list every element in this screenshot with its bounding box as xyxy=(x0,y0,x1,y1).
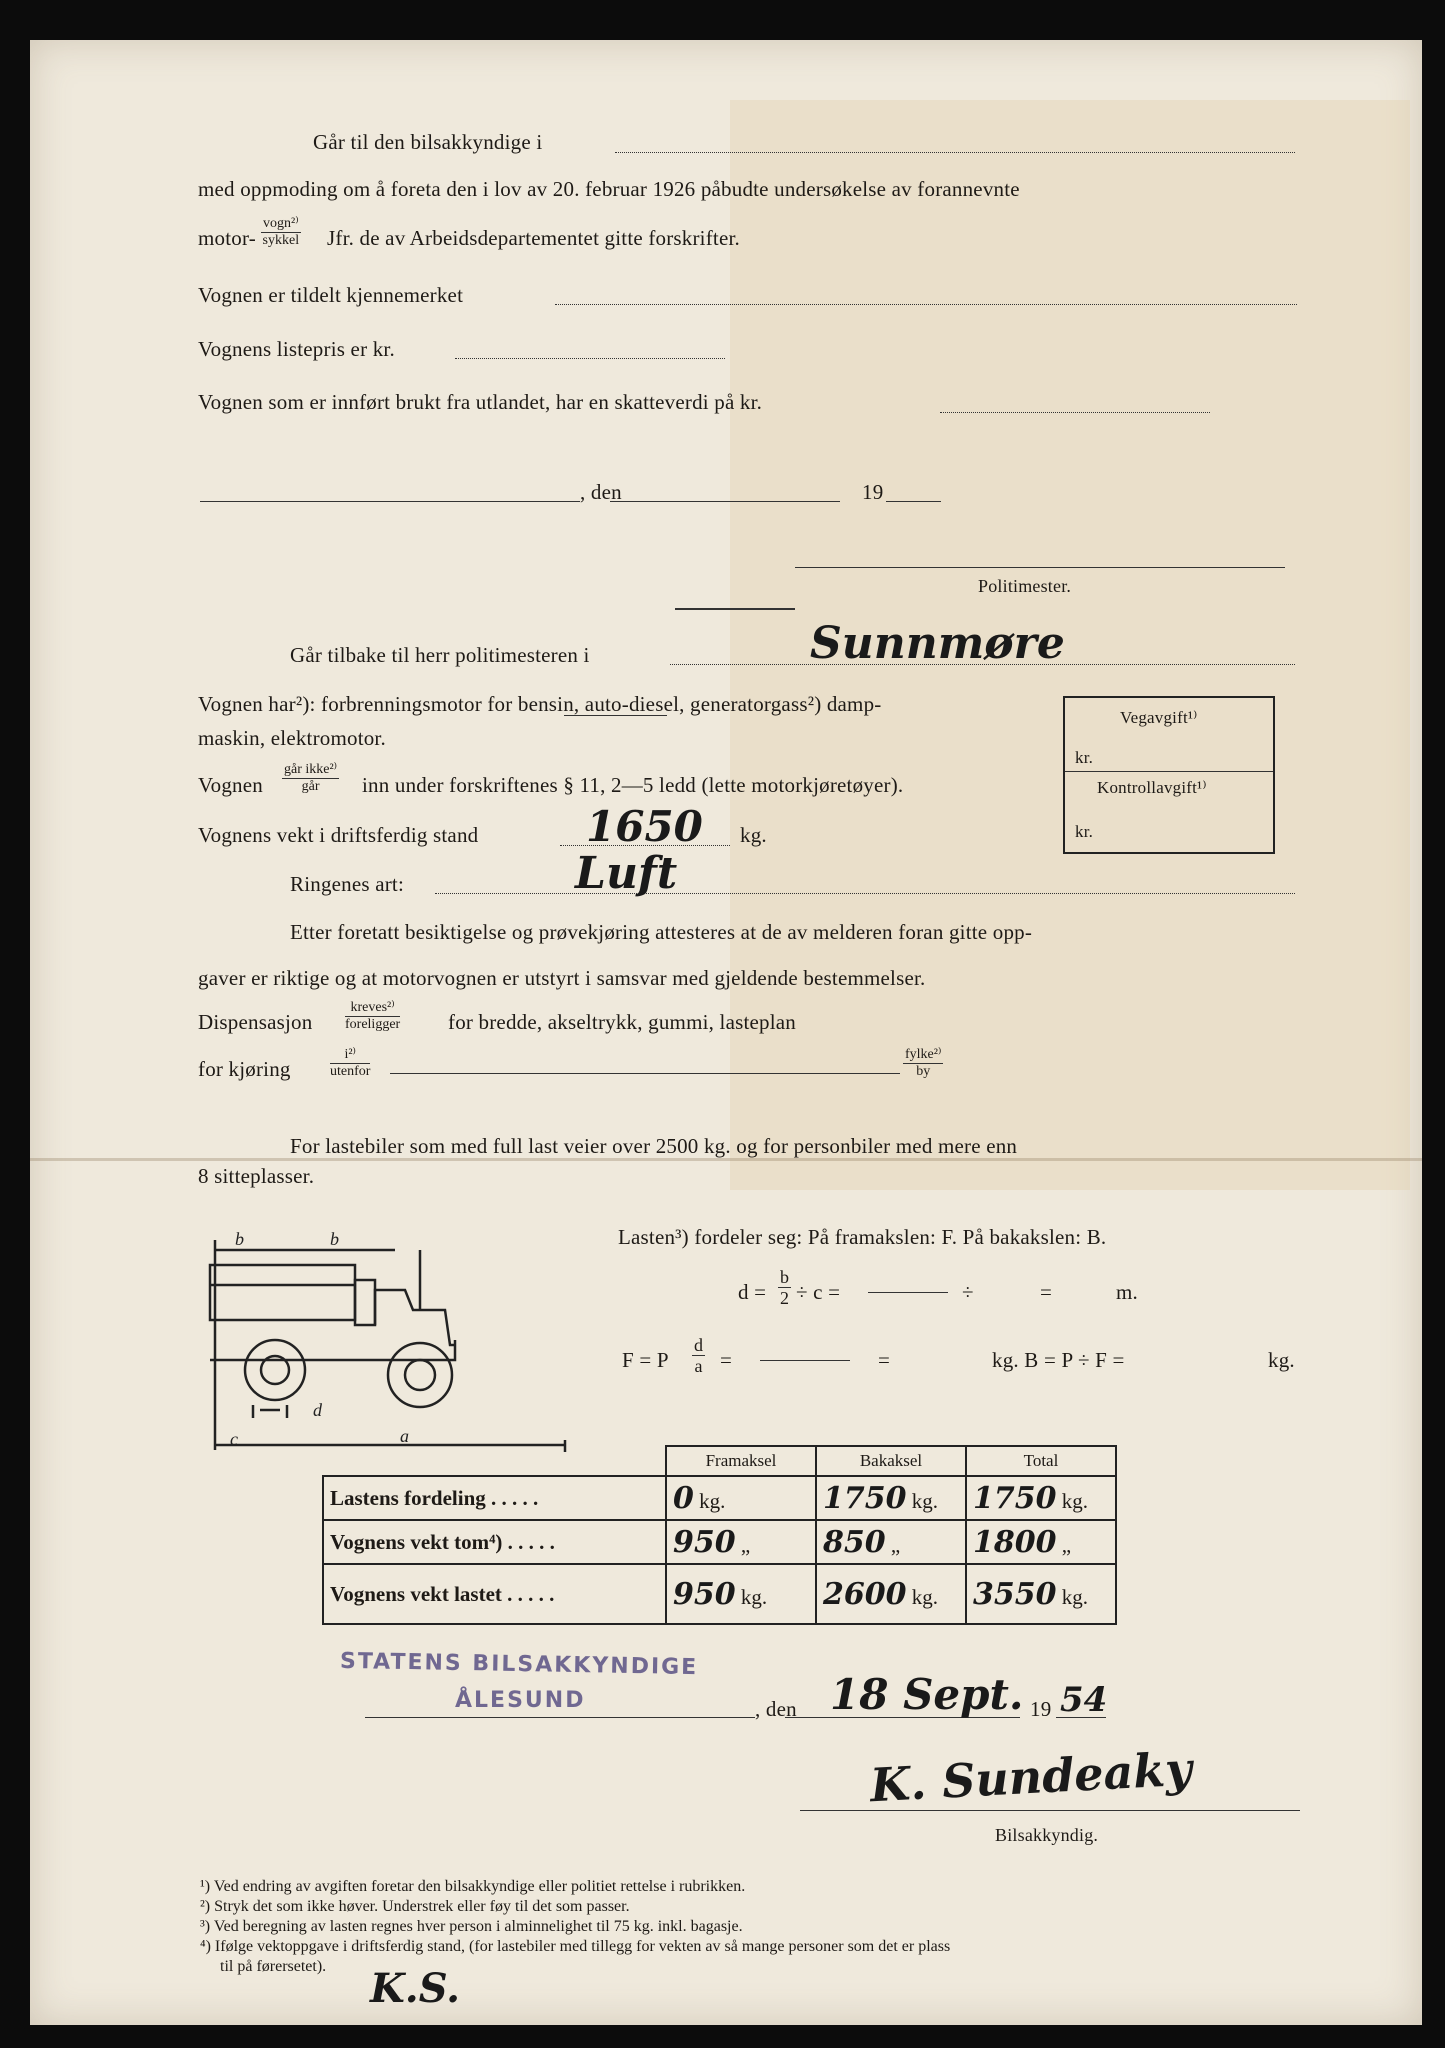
kontrollavgift-kr: kr. xyxy=(1075,822,1094,841)
initials-handwritten: K.S. xyxy=(370,1965,461,2012)
bed-front-panel xyxy=(355,1280,375,1325)
footnote-1: ¹) Ved endring av avgiften foretar den bilsakkyndige eller politiet rettelse i rubrikken. xyxy=(200,1878,746,1895)
header-line1: Går til den bilsakkyndige i xyxy=(313,130,543,154)
skatteverdi-field[interactable] xyxy=(940,412,1210,413)
b-over-2-fraction xyxy=(778,1267,791,1308)
f-formula-eq1: = xyxy=(720,1348,733,1372)
i-utenfor-fraction xyxy=(330,1047,370,1080)
table-cell[interactable]: 0 kg. xyxy=(666,1476,816,1520)
for-bensin-underline xyxy=(564,715,667,716)
row-label: Lastens fordeling . . . . . xyxy=(323,1476,666,1520)
header-line3-pre: motor- xyxy=(198,226,256,250)
frac-top: vogn²⁾ xyxy=(263,216,299,231)
cargo-bed xyxy=(210,1265,355,1320)
rear-wheel xyxy=(245,1340,305,1400)
disp-post: for bredde, akseltrykk, gummi, lasteplan xyxy=(448,1010,796,1034)
d-formula-eq: = xyxy=(1040,1280,1053,1304)
cab-outline xyxy=(375,1290,455,1345)
maskin-line: maskin, elektromotor. xyxy=(198,726,386,750)
stamp-line1: STATENS BILSAKKYNDIGE xyxy=(339,1648,699,1681)
vegavgift-label: Vegavgift¹⁾ xyxy=(1120,708,1198,727)
table-cell[interactable]: 2600 kg. xyxy=(816,1564,966,1624)
frac-top: går ikke²⁾ xyxy=(284,762,338,777)
footnote-2: ²) Stryk det som ikke høver. Understrek eller føy til det som passer. xyxy=(200,1898,630,1915)
table-cell[interactable]: 950 kg. xyxy=(666,1564,816,1624)
label-a: a xyxy=(400,1426,409,1446)
vogn-sykkel-fraction xyxy=(261,216,301,249)
header-line6: Vognen som er innført brukt fra utlandet, har en skatteverdi på kr. xyxy=(198,390,763,414)
table-cell[interactable]: 1800 „ xyxy=(966,1520,1116,1564)
f-formula-kg2: kg. xyxy=(1268,1348,1295,1372)
table-corner xyxy=(323,1446,666,1476)
lasten-line: Lasten³) fordeler seg: På framakslen: F. På bakakslen: B. xyxy=(618,1225,1107,1249)
kjoring-field[interactable] xyxy=(390,1073,900,1074)
header-line5: Vognens listepris er kr. xyxy=(198,337,395,361)
kontrollavgift-label: Kontrollavgift¹⁾ xyxy=(1097,778,1207,797)
district-handwritten: Sunnmøre xyxy=(810,618,1065,669)
table-row xyxy=(323,1476,1116,1520)
d-formula-div: ÷ xyxy=(962,1280,974,1304)
frac-bottom: by xyxy=(916,1064,931,1079)
date-den: , den xyxy=(580,480,622,504)
kreves-fraction xyxy=(345,1000,400,1033)
frac-top: b xyxy=(780,1267,789,1287)
kjoring-pre: for kjøring xyxy=(198,1057,291,1081)
bottom-year-pre: 19 xyxy=(1030,1697,1052,1721)
d-over-a-fraction xyxy=(692,1335,705,1376)
table-row xyxy=(323,1564,1116,1624)
vegavgift-kr: kr. xyxy=(1075,748,1094,767)
frac-bottom: 2 xyxy=(780,1288,789,1308)
row-label: Vognens vekt tom⁴) . . . . . xyxy=(323,1520,666,1564)
avgift-divider xyxy=(1065,771,1273,772)
bottom-date-den: , den xyxy=(755,1697,797,1721)
place-field[interactable] xyxy=(200,501,580,502)
table-cell[interactable]: 1750 kg. xyxy=(816,1476,966,1520)
header-bakaksel: Bakaksel xyxy=(816,1446,966,1476)
ringenes-label: Ringenes art: xyxy=(290,872,404,896)
vekt-label: Vognens vekt i driftsferdig stand xyxy=(198,823,479,847)
inspector-signature: K. Sundeaky xyxy=(868,1741,1194,1813)
header-total: Total xyxy=(966,1446,1116,1476)
load-table xyxy=(322,1445,1117,1625)
politimester-label: Politimester. xyxy=(978,576,1072,596)
form-sheet xyxy=(30,40,1422,2025)
disp-pre: Dispensasjon xyxy=(198,1010,313,1034)
f-formula-pre: F = P xyxy=(622,1348,669,1372)
f-calc-field1[interactable] xyxy=(760,1360,850,1361)
ringenes-field[interactable] xyxy=(435,893,1295,894)
fylke-by-fraction xyxy=(903,1047,943,1080)
vognen-pre: Vognen xyxy=(198,773,263,797)
lastebiler-line2: 8 sitteplasser. xyxy=(198,1164,315,1188)
f-formula-eq2: = xyxy=(878,1348,891,1372)
footnote-4: ⁴) Ifølge vektoppgave i driftsferdig stand, (for lastebiler med tillegg for vekten av så mange personer som det er plass xyxy=(200,1938,951,1955)
f-formula-kg: kg. B = P ÷ F = xyxy=(992,1348,1125,1372)
frac-bottom: sykkel xyxy=(262,233,300,248)
attest-line1: Etter foretatt besiktigelse og prøvekjøring attesteres at de av melderen foran gitte opp- xyxy=(290,920,1033,944)
inspector-label: Bilsakkyndig. xyxy=(995,1825,1099,1845)
header-line4: Vognen er tildelt kjennemerket xyxy=(198,283,464,307)
kjennemerke-field[interactable] xyxy=(555,304,1297,305)
frac-bottom: utenfor xyxy=(330,1064,371,1079)
label-b2: b xyxy=(330,1229,339,1249)
d-formula-pre: d = xyxy=(738,1280,767,1304)
date-year: 19 xyxy=(862,480,884,504)
row-label: Vognens vekt lastet . . . . . xyxy=(323,1564,666,1624)
footnote-3: ³) Ved beregning av lasten regnes hver person i alminnelighet til 75 kg. inkl. bagasje. xyxy=(200,1918,743,1935)
frac-bottom: går xyxy=(301,779,320,794)
footnote-4-cont: til på førersetet). xyxy=(220,1958,327,1975)
label-b1: b xyxy=(235,1229,244,1249)
lastebiler-line1: For lastebiler som med full last veier over 2500 kg. og for personbiler med mere enn xyxy=(290,1134,1018,1158)
table-cell[interactable]: 950 „ xyxy=(666,1520,816,1564)
label-c: c xyxy=(230,1429,238,1449)
table-cell[interactable]: 850 „ xyxy=(816,1520,966,1564)
table-cell[interactable]: 1750 kg. xyxy=(966,1476,1116,1520)
stamp-line2: ÅLESUND xyxy=(455,1688,586,1713)
year-field[interactable] xyxy=(886,501,941,502)
frac-top: d xyxy=(694,1335,703,1355)
table-header-row xyxy=(323,1446,1116,1476)
truck-diagram xyxy=(205,1220,605,1460)
frac-top: i²⁾ xyxy=(330,1047,370,1064)
politimester-signature-line[interactable] xyxy=(795,567,1285,568)
frac-top: kreves²⁾ xyxy=(345,1000,400,1017)
bottom-date-handwritten: 18 Sept. xyxy=(830,1670,1024,1719)
separator-line xyxy=(675,608,795,610)
bottom-year-handwritten: 54 xyxy=(1060,1680,1108,1720)
table-row xyxy=(323,1520,1116,1564)
attest-line2: gaver er riktige og at motorvognen er utstyrt i samsvar med gjeldende bestemmelser. xyxy=(198,966,926,990)
d-formula-post: ÷ c = xyxy=(796,1280,841,1304)
frac-bottom: a xyxy=(694,1356,703,1376)
date-field[interactable] xyxy=(610,501,840,502)
table-cell[interactable]: 3550 kg. xyxy=(966,1564,1116,1624)
vekt-handwritten: 1650 xyxy=(586,802,703,851)
frac-top: fylke²⁾ xyxy=(905,1047,942,1062)
gaar-ikke-fraction xyxy=(282,762,339,795)
frac-bottom: foreligger xyxy=(345,1017,401,1032)
label-d: d xyxy=(313,1400,322,1420)
ringenes-handwritten: Luft xyxy=(575,848,678,899)
d-calc-field1[interactable] xyxy=(868,1292,948,1293)
header-line3-post: Jfr. de av Arbeidsdepartementet gitte forskrifter. xyxy=(327,226,740,250)
vognen-post: inn under forskriftenes § 11, 2—5 ledd (lette motorkjøretøyer). xyxy=(362,773,904,797)
vognen-har-line: Vognen har²): forbrenningsmotor for bensin, auto-diesel, generatorgass²) damp- xyxy=(198,692,882,716)
header-framaksel: Framaksel xyxy=(666,1446,816,1476)
d-formula-unit: m. xyxy=(1116,1280,1138,1304)
return-line1: Går tilbake til herr politimesteren i xyxy=(290,643,590,667)
avgift-box xyxy=(1063,696,1275,854)
front-wheel xyxy=(388,1343,452,1407)
header-line2: med oppmoding om å foreta den i lov av 20. februar 1926 påbudte undersøkelse av forannevnte xyxy=(198,177,1020,201)
front-hub xyxy=(405,1360,435,1390)
vekt-unit: kg. xyxy=(740,823,767,847)
municipality-field[interactable] xyxy=(615,152,1295,153)
bottom-place-field[interactable] xyxy=(365,1717,755,1718)
listepris-field[interactable] xyxy=(455,358,725,359)
